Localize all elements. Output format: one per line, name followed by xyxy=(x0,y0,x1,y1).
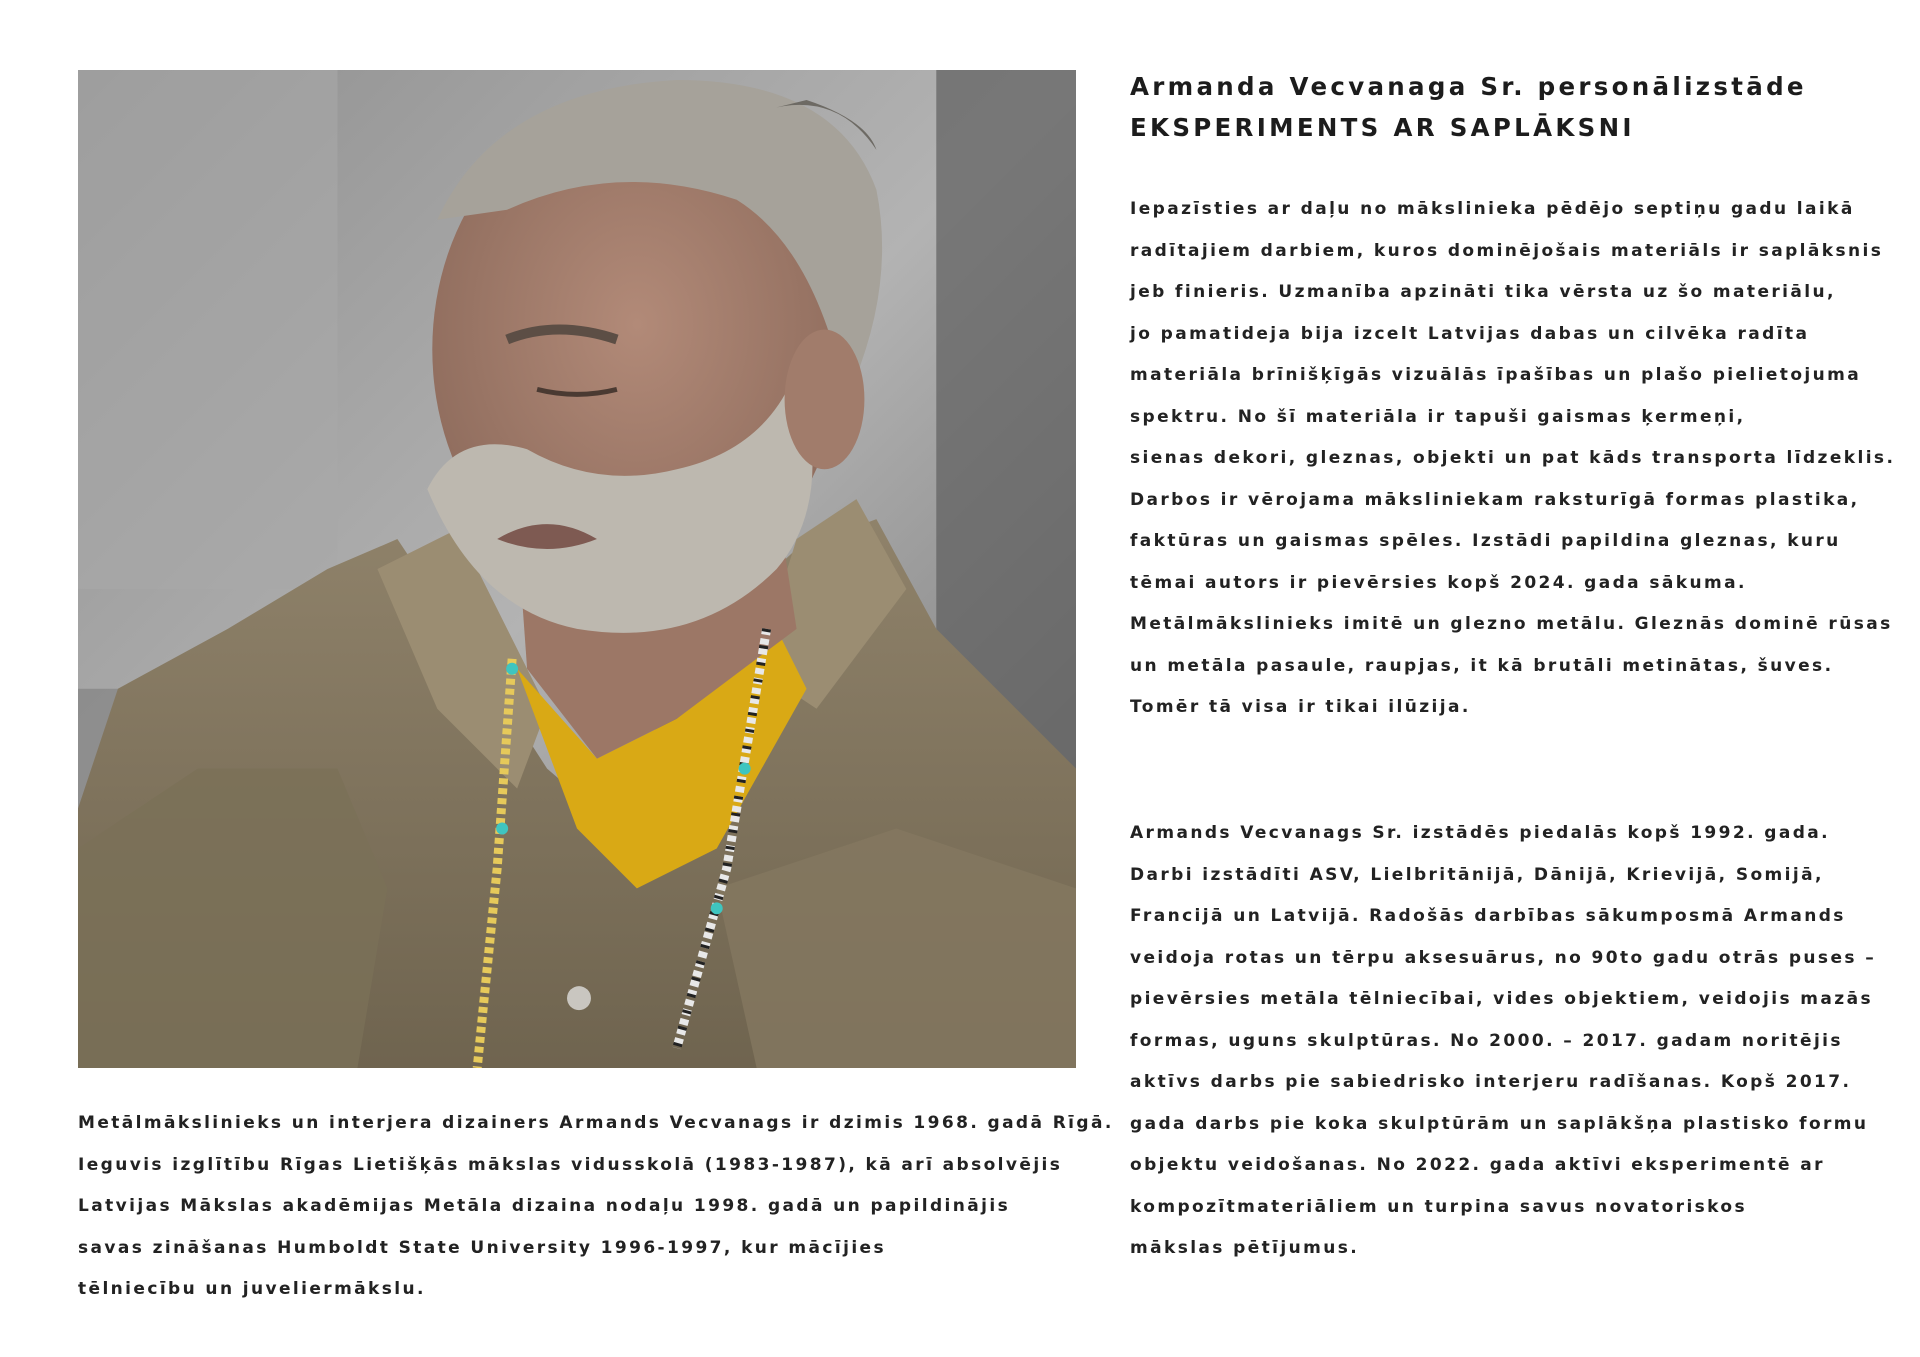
career-line: Armands Vecvanags Sr. izstādēs piedalās kopš 1992. gada. xyxy=(1130,823,1831,843)
bio-line: Metālmākslinieks un interjera dizainers Armands Vecvanags ir dzimis 1968. gadā Rīgā. xyxy=(78,1113,1114,1133)
bio-paragraph xyxy=(78,1103,1114,1311)
bio-line: Latvijas Mākslas akadēmijas Metāla dizaina nodaļu 1998. gadā un papildinājis xyxy=(78,1196,1011,1216)
title-line-2: EKSPERIMENTS AR SAPLĀKSNI xyxy=(1130,113,1635,142)
exhibition-title xyxy=(1130,66,1870,148)
career-line: gada darbs pie koka skulptūrām un saplākšņa plastisko formu xyxy=(1130,1113,1869,1134)
intro-line: sienas dekori, gleznas, objekti un pat kāds transporta līdzeklis. xyxy=(1130,448,1896,468)
intro-line: Tomēr tā visa ir tikai ilūzija. xyxy=(1130,697,1471,717)
bio-line: tēlniecību un juveliermākslu. xyxy=(78,1279,426,1299)
bio-line: Ieguvis izglītību Rīgas Lietišķās mākslas vidusskolā (1983-1987), kā arī absolvējis xyxy=(78,1154,1063,1175)
career-line: aktīvs darbs pie sabiedrisko interjeru radīšanas. Kopš 2017. xyxy=(1130,1072,1852,1092)
career-line: objektu veidošanas. No 2022. gada aktīvi eksperimentē ar xyxy=(1130,1155,1825,1175)
career-line: pievērsies metāla tēlniecībai, vides objektiem, veidojis mazās xyxy=(1130,989,1873,1009)
intro-line: faktūras un gaismas spēles. Izstādi papildina gleznas, kuru xyxy=(1130,531,1841,551)
intro-paragraph xyxy=(1130,189,1896,729)
career-line: Darbi izstādīti ASV, Lielbritānijā, Dānijā, Krievijā, Somijā, xyxy=(1130,864,1824,885)
title-line-1: Armanda Vecvanaga Sr. personālizstāde xyxy=(1130,72,1807,101)
career-line: formas, uguns skulptūras. No 2000. – 2017. gadam noritējis xyxy=(1130,1030,1843,1051)
intro-line: radītajiem darbiem, kuros dominējošais materiāls ir saplāksnis xyxy=(1130,240,1884,261)
portrait-photo xyxy=(78,70,1076,1068)
intro-line: spektru. No šī materiāla ir tapuši gaismas ķermeņi, xyxy=(1130,406,1746,427)
intro-line: jo pamatideja bija izcelt Latvijas dabas un cilvēka radīta xyxy=(1130,323,1810,344)
bio-line: savas zināšanas Humboldt State University 1996-1997, kur mācījies xyxy=(78,1237,886,1258)
intro-line: Iepazīsties ar daļu no mākslinieka pēdējo septiņu gadu laikā xyxy=(1130,199,1855,219)
career-line: mākslas pētījumus. xyxy=(1130,1238,1360,1258)
intro-line: tēmai autors ir pievērsies kopš 2024. gada sākuma. xyxy=(1130,572,1747,593)
intro-line: jeb finieris. Uzmanība apzināti tika vērsta uz šo materiālu, xyxy=(1130,282,1836,302)
intro-line: Darbos ir vērojama māksliniekam raksturīgā formas plastika, xyxy=(1130,489,1860,510)
career-line: veidoja rotas un tērpu aksesuārus, no 90to gadu otrās puses – xyxy=(1130,947,1877,968)
intro-line: Metālmākslinieks imitē un glezno metālu. Gleznās dominē rūsas xyxy=(1130,614,1893,634)
intro-line: materiāla brīnišķīgās vizuālās īpašības un plašo pielietojuma xyxy=(1130,365,1862,385)
career-line: Francijā un Latvijā. Radošās darbības sākumposmā Armands xyxy=(1130,906,1846,926)
career-paragraph xyxy=(1130,813,1890,1270)
portrait-illustration xyxy=(78,70,1076,1068)
career-line: kompozītmateriāliem un turpina savus novatoriskos xyxy=(1130,1196,1748,1217)
intro-line: un metāla pasaule, raupjas, it kā brutāli metinātas, šuves. xyxy=(1130,655,1834,676)
